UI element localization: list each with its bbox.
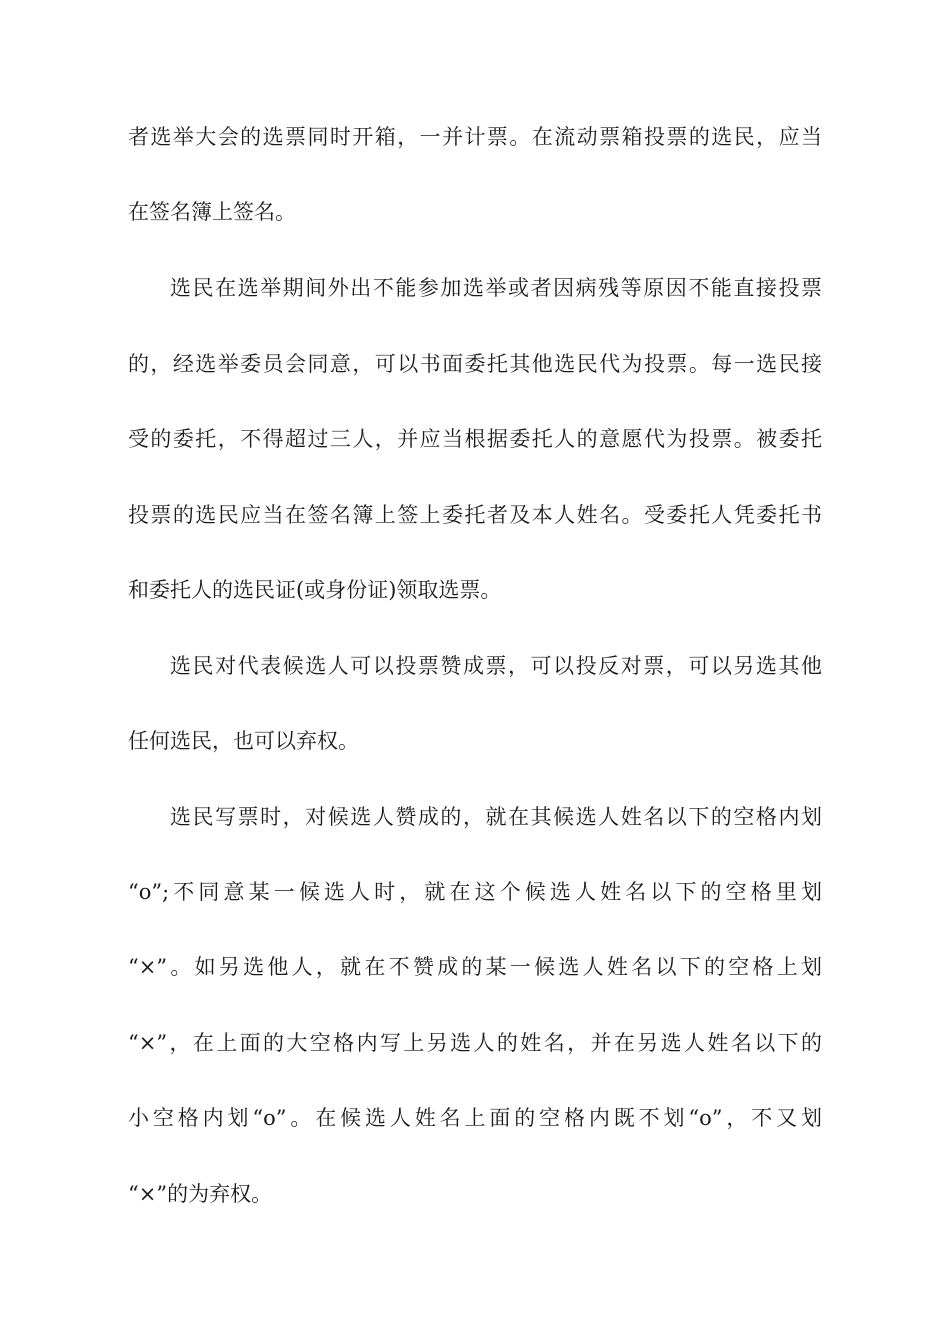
paragraph-3-line-1: 选民对代表候选人可以投票赞成票，可以投反对票，可以另选其他	[170, 654, 822, 678]
paragraph-2-line-2: 的，经选举委员会同意，可以书面委托其他选民代为投票。每一选民接	[128, 352, 822, 376]
paragraph-3-line-2: 任何选民，也可以弃权。	[128, 729, 359, 753]
paragraph-2-line-5: 和委托人的选民证(或身份证)领取选票。	[128, 578, 502, 602]
paragraph-4-line-2: “o”;不同意某一候选人时，就在这个候选人姓名以下的空格里划	[128, 880, 822, 904]
paragraph-4-line-1: 选民写票时，对候选人赞成的，就在其候选人姓名以下的空格内划	[170, 805, 822, 829]
paragraph-4-line-5: 小空格内划“o”。在候选人姓名上面的空格内既不划“o”，不又划	[128, 1106, 822, 1130]
paragraph-4-line-6: “×”的为弃权。	[128, 1182, 273, 1206]
paragraph-2-line-3: 受的委托，不得超过三人，并应当根据委托人的意愿代为投票。被委托	[128, 427, 822, 451]
text-line-1: 者选举大会的选票同时开箱，一并计票。在流动票箱投票的选民，应当	[128, 125, 822, 149]
paragraph-2-line-1: 选民在选举期间外出不能参加选举或者因病残等原因不能直接投票	[170, 276, 822, 300]
paragraph-4-line-3: “×”。如另选他人，就在不赞成的某一候选人姓名以下的空格上划	[128, 955, 822, 979]
paragraph-4-line-4: “×”，在上面的大空格内写上另选人的姓名，并在另选人姓名以下的	[128, 1031, 822, 1055]
paragraph-2-line-4: 投票的选民应当在签名簿上签上委托者及本人姓名。受委托人凭委托书	[128, 503, 822, 527]
text-line-2: 在签名簿上签名。	[128, 200, 296, 224]
